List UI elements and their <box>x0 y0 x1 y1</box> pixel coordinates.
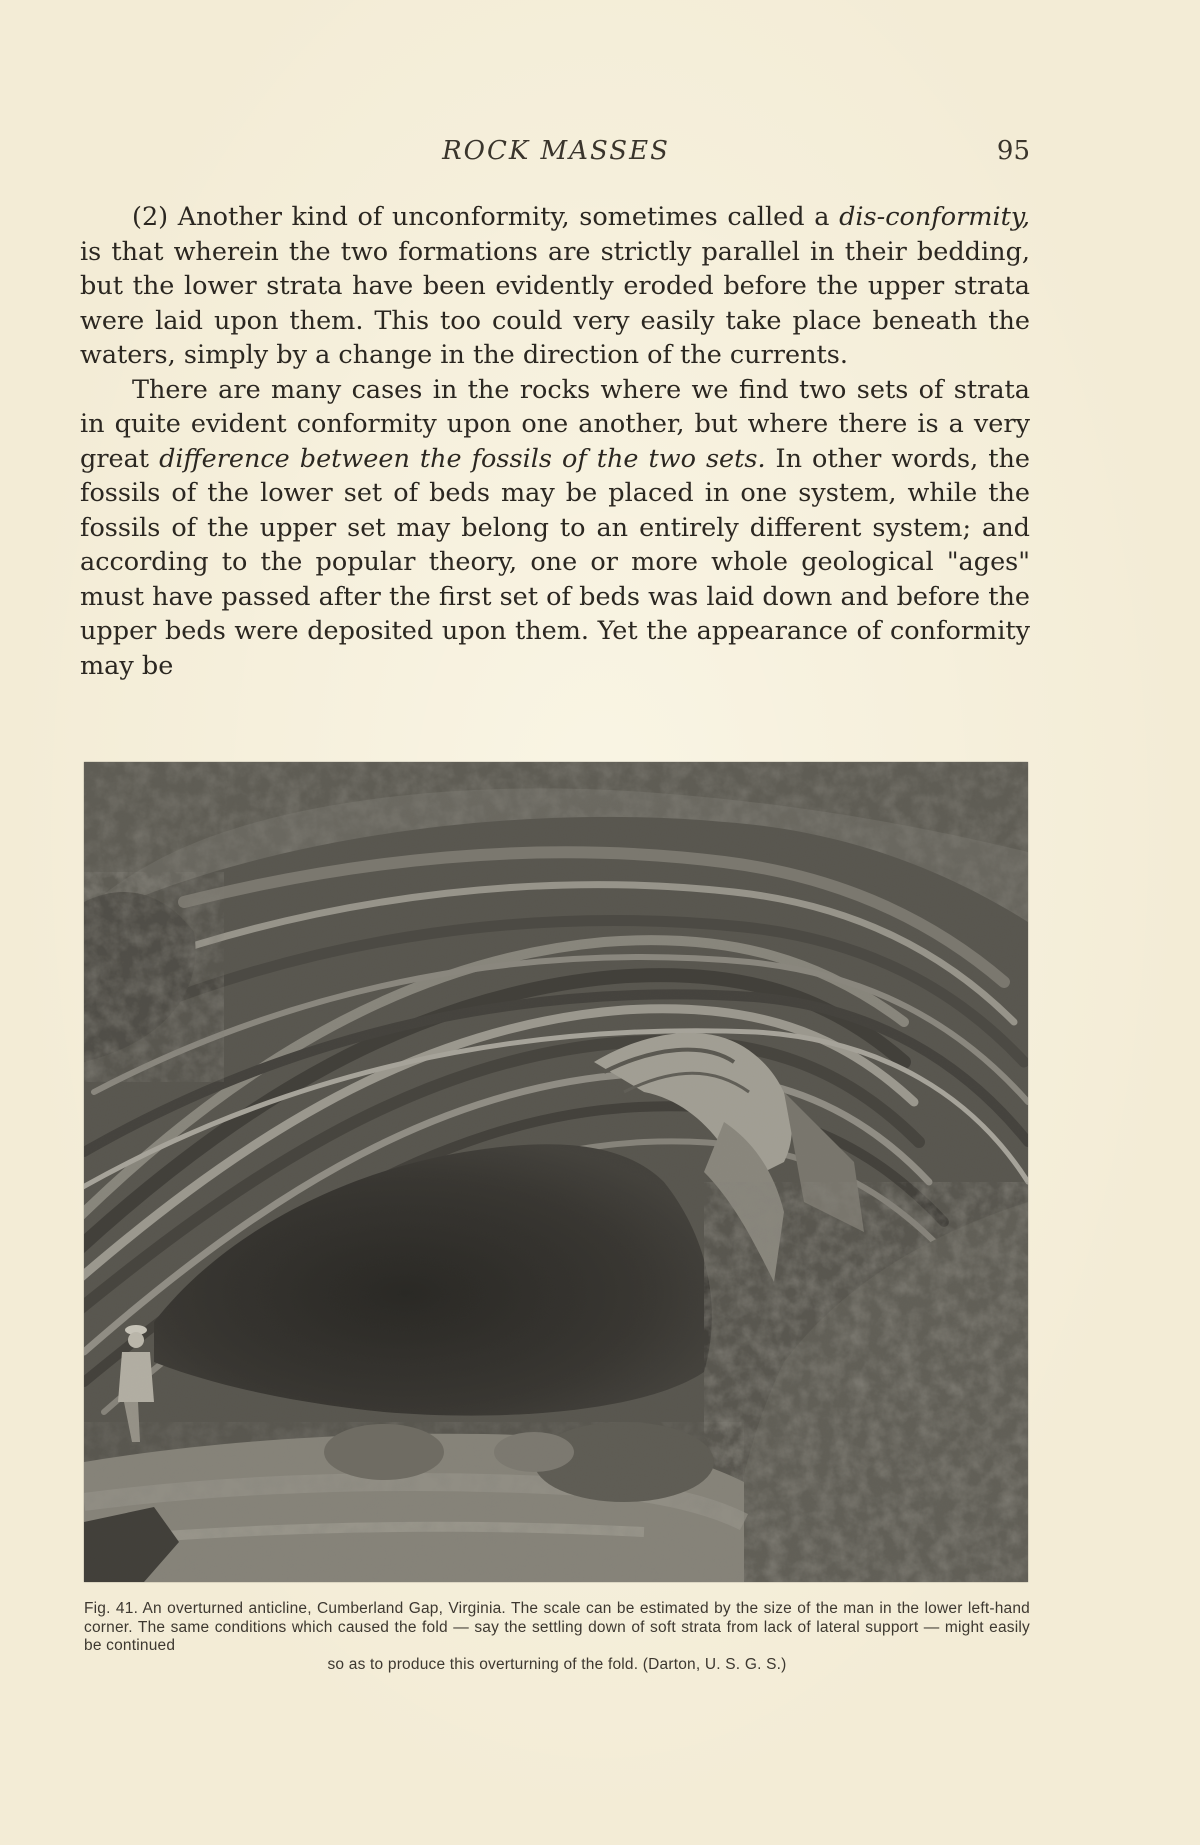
paragraph-text: There are many cases in the rocks where we find two sets of strata in quite evident conformity upon one another, but where there is a very great <box>80 374 1030 474</box>
paragraph-text: In other words, the fossils of the lower set of beds may be placed in one system, while the fossils of the upper set may belong to an entirely different system; and according to the popular theory, one or more whole geological "ages" must have passed after the first set of beds was laid down and before the upper beds were deposited upon them. Yet the appearance of conformity may be <box>80 443 1030 681</box>
running-title: ROCK MASSES <box>442 136 670 166</box>
paragraph-text: is that wherein the two formations are strictly parallel in their bedding, but the lower strata have been evidently eroded before the upper strata were laid upon them. This too could very easily take place beneath the waters, simply by a change in the direction of the currents. <box>80 236 1030 370</box>
figure-caption <box>84 1600 1030 1674</box>
caption-last-line: so as to produce this overturning of the fold. (Darton, U. S. G. S.) <box>327 1655 787 1673</box>
italic-term: dis-conformity, <box>839 202 1030 232</box>
photo-overturned-anticline <box>84 762 1028 1582</box>
paragraph-disconformity <box>80 200 1030 373</box>
rock-photo-illustration <box>84 762 1028 1582</box>
caption-text: Fig. 41. An overturned anticline, Cumberland Gap, Virginia. The scale can be estimated by the size of the man in the lower left-hand corner. The same conditions which caused the fold — say the settling down of soft strata from lack of lateral support — might easily be continued <box>84 1600 1030 1654</box>
page-number: 95 <box>996 136 1030 166</box>
running-head <box>82 136 1030 170</box>
body-text <box>80 200 1030 683</box>
paragraph-fossils <box>80 373 1030 684</box>
italic-emphasis: difference between the fossils of the two sets. <box>159 443 766 474</box>
paragraph-text: (2) Another kind of unconformity, sometimes called a <box>132 202 840 232</box>
